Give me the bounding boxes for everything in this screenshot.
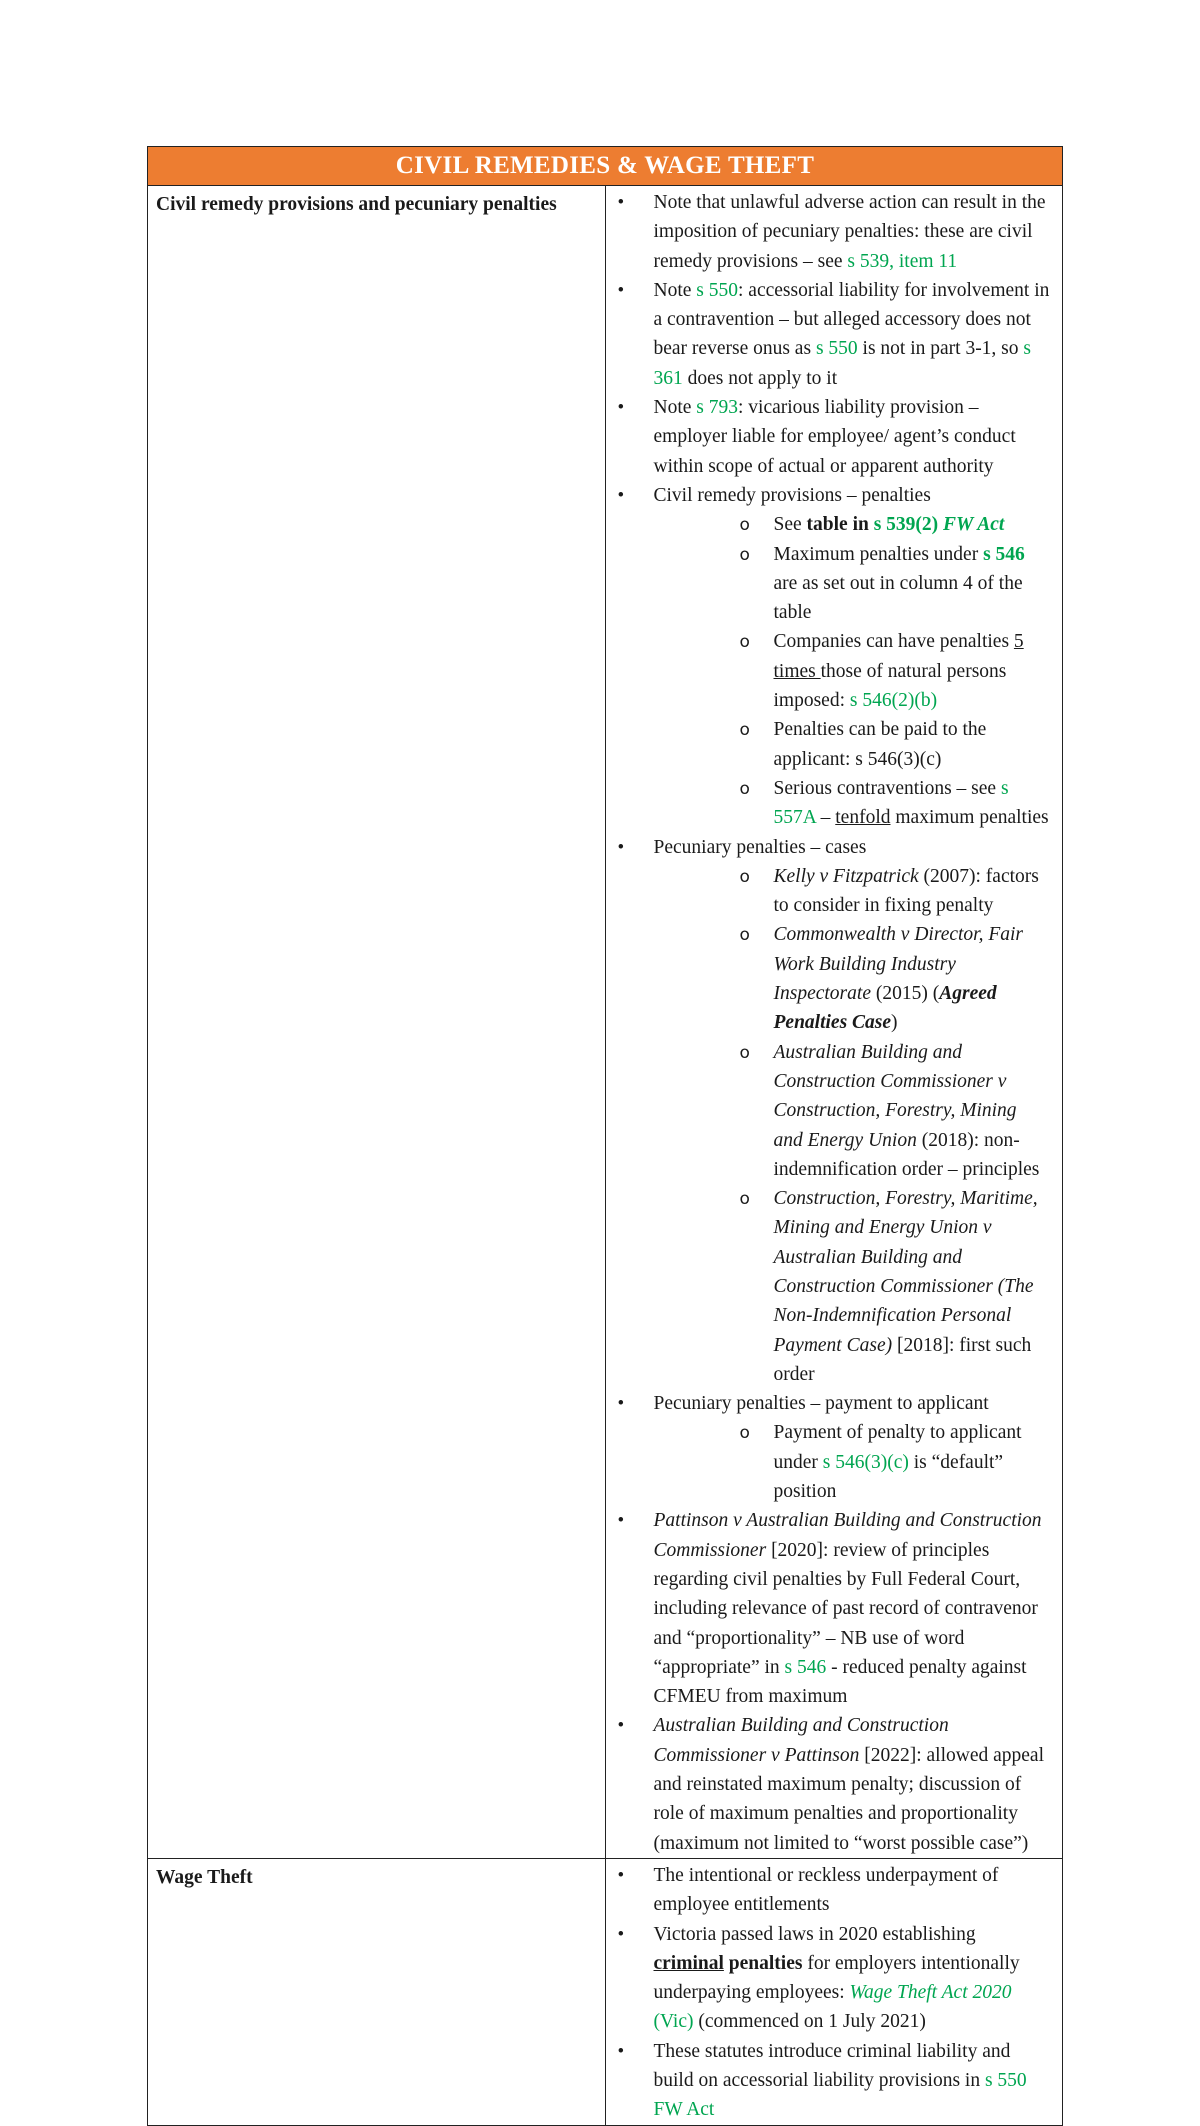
sub-list xyxy=(654,510,1051,832)
list-item: • Pecuniary penalties – payment to applicant o Payment of penalty to applicant under s 546(3)(c) is “default” position xyxy=(606,1389,1051,1506)
table-title: CIVIL REMEDIES & WAGE THEFT xyxy=(148,147,1063,186)
table-row xyxy=(148,186,1063,1859)
list-item: • Australian Building and Construction Commissioner v Pattinson [2022]: allowed appeal and reinstated maximum penalty; discussion of role of maximum penalties and proportionality (maximum not limited to “worst possible case”) xyxy=(606,1711,1051,1857)
list-item: • Civil remedy provisions – penalties o See table in s 539(2) FW Act o Maximum penalties under s 546 are as set out in column 4 of the table o Companies can have penalties 5 times those of natural persons imposed: s 546(2)(b) o Penalties can be paid to the applicant: s 546(3)(c) o Serious contraventions – see s 557A – tenfold maximum penalties xyxy=(606,481,1051,833)
sub-list-item: o Kelly v Fitzpatrick (2007): factors to consider in fixing penalty xyxy=(654,862,1051,921)
bullet-list xyxy=(606,188,1051,1858)
sub-list-item: o Penalties can be paid to the applicant: s 546(3)(c) xyxy=(654,715,1051,774)
sub-list-item: o Maximum penalties under s 546 are as set out in column 4 of the table xyxy=(654,540,1051,628)
table-row xyxy=(148,1858,1063,2125)
section-link[interactable]: s 550 xyxy=(815,338,858,360)
sub-list-item: o Commonwealth v Director, Fair Work Building Industry Inspectorate (2015) (Agreed Penalties Case) xyxy=(654,920,1051,1037)
sub-list-item: o Construction, Forestry, Maritime, Mining and Energy Union v Australian Building and Construction Commissioner (The Non-Indemnification Personal Payment Case) [2018]: first such order xyxy=(654,1184,1051,1389)
row-content-civil-remedy xyxy=(605,186,1063,1859)
section-link[interactable]: s 539(2) xyxy=(873,514,944,536)
section-link[interactable]: s 539, item 11 xyxy=(847,250,958,272)
section-link[interactable]: s 793 xyxy=(696,397,738,419)
section-link[interactable]: s 361 xyxy=(653,338,1031,389)
section-link[interactable]: s 550 FW Act xyxy=(653,2070,1027,2121)
list-item: • These statutes introduce criminal liability and build on accessorial liability provisions in s 550 FW Act xyxy=(606,2037,1051,2125)
section-link[interactable]: s 546(3)(c) xyxy=(822,1451,909,1473)
sub-list xyxy=(654,862,1051,1389)
list-item: • Pattinson v Australian Building and Construction Commissioner [2020]: review of principles regarding civil penalties by Full Federal Court, including relevance of past record of contravenor and “proportionality” – NB use of word “appropriate” in s 546 - reduced penalty against CFMEU from maximum xyxy=(606,1506,1051,1711)
bullet-list xyxy=(606,1861,1051,2125)
sub-list-item: o See table in s 539(2) FW Act xyxy=(654,510,1051,539)
list-item: • Pecuniary penalties – cases o Kelly v Fitzpatrick (2007): factors to consider in fixing penalty o Commonwealth v Director, Fair Work Building Industry Inspectorate (2015) (Agreed Penalties Case) o Australian Building and Construction Commissioner v Construction, Forestry, Mining and Energy Union (2018): non-indemnification order – principles o Construction, Forestry, Maritime, Mining and Energy Union v Australian Building and Construction Commissioner (The Non-Indemnification Personal Payment Case) [2018]: first such order xyxy=(606,833,1051,1390)
statute-link[interactable]: Wage Theft Act 2020 xyxy=(849,1982,1012,2004)
section-link[interactable]: s 546 xyxy=(784,1656,827,1678)
sub-list xyxy=(654,1418,1051,1506)
section-link[interactable]: s 546(2)(b) xyxy=(849,690,938,712)
remedies-table xyxy=(147,146,1063,2126)
row-label-wage-theft: Wage Theft xyxy=(148,1858,606,2125)
sub-list-item: o Australian Building and Construction Commissioner v Construction, Forestry, Mining and Energy Union (2018): non-indemnification order – principles xyxy=(654,1038,1051,1184)
sub-list-item: o Companies can have penalties 5 times those of natural persons imposed: s 546(2)(b) xyxy=(654,627,1051,715)
section-link[interactable]: s 546 xyxy=(983,543,1025,565)
list-item: • Victoria passed laws in 2020 establishing criminal penalties for employers intentionally underpaying employees: Wage Theft Act 2020 (Vic) (commenced on 1 July 2021) xyxy=(606,1920,1051,2037)
list-item: • Note s 793: vicarious liability provision – employer liable for employee/ agent’s conduct within scope of actual or apparent authority xyxy=(606,393,1051,481)
row-content-wage-theft xyxy=(605,1858,1063,2125)
section-link[interactable]: s 550 xyxy=(696,279,738,301)
sub-list-item: o Serious contraventions – see s 557A – tenfold maximum penalties xyxy=(654,774,1051,833)
row-label-civil-remedy: Civil remedy provisions and pecuniary penalties xyxy=(148,186,606,1859)
sub-list-item: o Payment of penalty to applicant under s 546(3)(c) is “default” position xyxy=(654,1418,1051,1506)
list-item: • Note s 550: accessorial liability for involvement in a contravention – but alleged accessory does not bear reverse onus as s 550 is not in part 3-1, so s 361 does not apply to it xyxy=(606,276,1051,393)
section-link[interactable]: s 557A xyxy=(773,777,1009,829)
list-item: • The intentional or reckless underpayment of employee entitlements xyxy=(606,1861,1051,1920)
list-item: • Note that unlawful adverse action can result in the imposition of pecuniary penalties: these are civil remedy provisions – see s 539, item 11 xyxy=(606,188,1051,276)
